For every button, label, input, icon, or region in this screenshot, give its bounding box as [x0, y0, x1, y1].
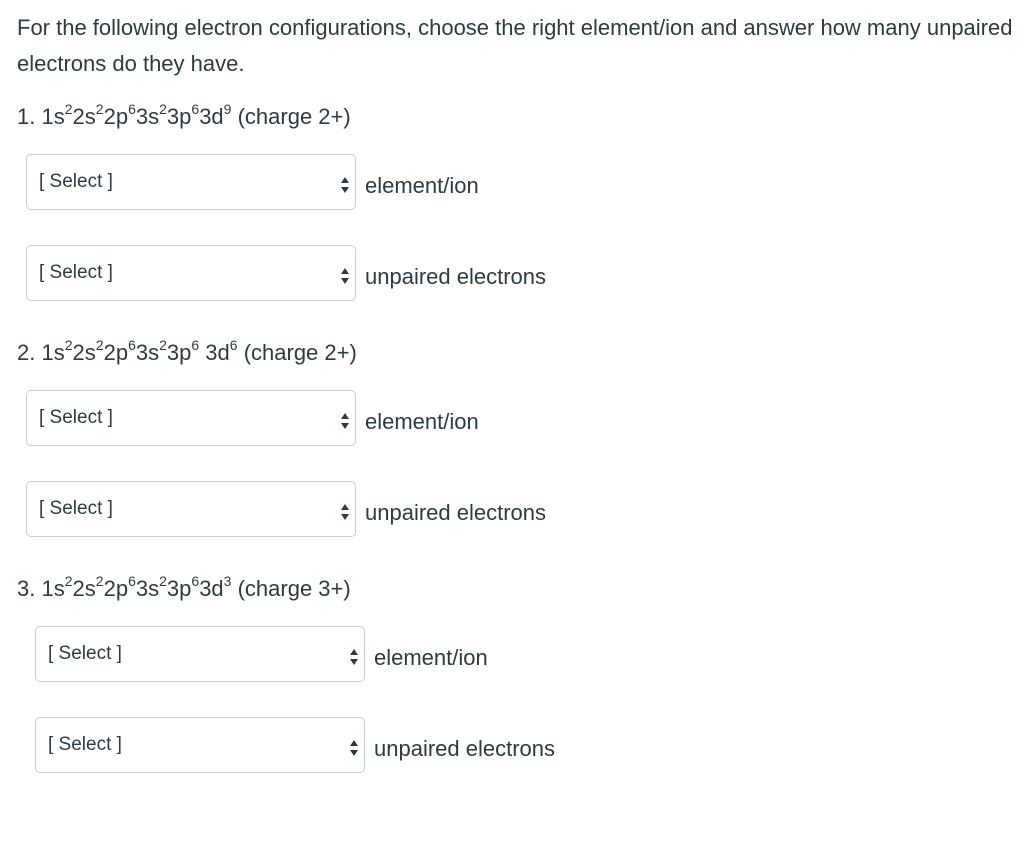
question-number: 3. — [17, 576, 36, 601]
up-down-arrows-icon — [349, 647, 359, 667]
q1-unpaired-row — [26, 244, 546, 302]
question-1-heading — [17, 102, 351, 132]
q2-element-row — [26, 389, 479, 447]
select-value: [ Select ] — [39, 407, 113, 428]
q2-unpaired-row — [26, 480, 546, 538]
q1-element-select[interactable] — [26, 154, 356, 210]
q3-unpaired-select[interactable] — [35, 717, 365, 773]
q2-unpaired-select[interactable] — [26, 481, 356, 537]
question-number: 2. — [17, 340, 36, 365]
select-label: unpaired electrons — [365, 264, 547, 289]
charge-note: (charge 2+) — [243, 340, 357, 365]
question-3-heading — [17, 574, 351, 604]
select-label: unpaired electrons — [374, 736, 556, 761]
electron-configuration: $1s^22s^22p^63s^23p^63d^9$ — [41, 100, 232, 129]
electron-configuration: $1s^22s^22p^63s^23p^63d^3$ — [41, 572, 232, 601]
question-intro: For the following electron configurations, choose the right element/ion and answer how many unpaired electrons do they have. — [17, 15, 1013, 76]
select-label: element/ion — [365, 409, 479, 434]
select-label: element/ion — [374, 645, 488, 670]
q3-unpaired-row — [35, 716, 555, 774]
up-down-arrows-icon — [340, 411, 350, 431]
up-down-arrows-icon — [349, 738, 359, 758]
q1-unpaired-select[interactable] — [26, 245, 356, 301]
q3-element-row — [35, 625, 488, 683]
question-number: 1. — [17, 104, 36, 129]
select-value: [ Select ] — [48, 734, 122, 755]
select-value: [ Select ] — [39, 498, 113, 519]
up-down-arrows-icon — [340, 502, 350, 522]
q2-element-select[interactable] — [26, 390, 356, 446]
up-down-arrows-icon — [340, 175, 350, 195]
select-value: [ Select ] — [39, 262, 113, 283]
select-label: unpaired electrons — [365, 500, 547, 525]
select-value: [ Select ] — [39, 171, 113, 192]
up-down-arrows-icon — [340, 266, 350, 286]
charge-note: (charge 3+) — [237, 576, 351, 601]
charge-note: (charge 2+) — [237, 104, 351, 129]
question-2-heading — [17, 338, 357, 368]
q3-element-select[interactable] — [35, 626, 365, 682]
electron-configuration: $1s^22s^22p^63s^23p^6$ $3d^6$ — [41, 336, 238, 365]
select-label: element/ion — [365, 173, 479, 198]
select-value: [ Select ] — [48, 643, 122, 664]
q1-element-row — [26, 153, 479, 211]
